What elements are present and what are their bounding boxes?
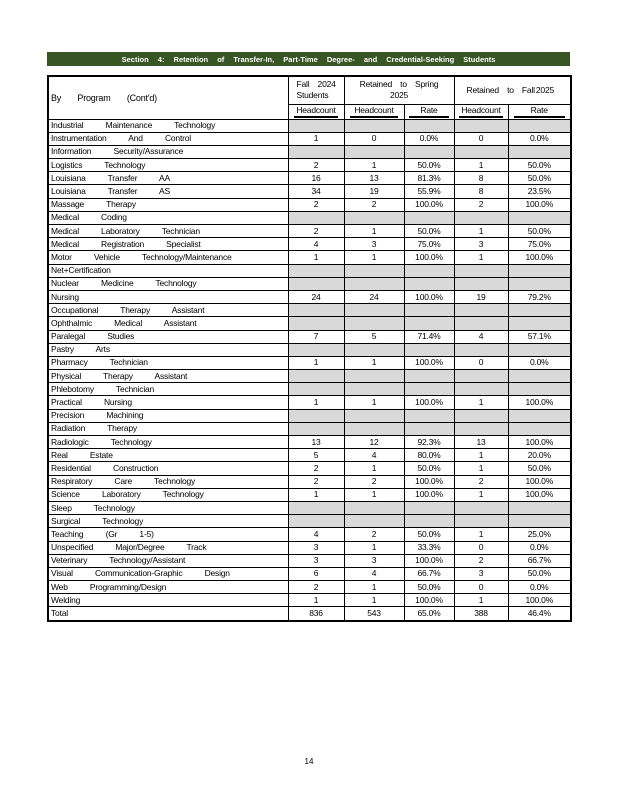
value-cell: 4 xyxy=(344,449,404,462)
program-name-cell: Nuclear Medicine Technology xyxy=(48,277,288,290)
table-total-row xyxy=(48,607,571,621)
value-cell: 100.0% xyxy=(404,198,454,211)
subheader-rate: Rate xyxy=(508,104,571,119)
program-name-cell: Ophthalmic Medical Assistant xyxy=(48,317,288,330)
program-name-cell: Physical Therapy Assistant xyxy=(48,370,288,383)
value-cell: 66.7% xyxy=(508,554,571,567)
value-cell xyxy=(344,145,404,158)
value-cell: 2 xyxy=(288,159,344,172)
value-cell xyxy=(288,277,344,290)
value-cell: 25.0% xyxy=(508,528,571,541)
value-cell: 24 xyxy=(288,290,344,303)
table-row xyxy=(48,159,571,172)
retention-table xyxy=(47,75,572,622)
table-row xyxy=(48,396,571,409)
col-group-label: Retained to Spring xyxy=(359,79,439,90)
value-cell: 34 xyxy=(288,185,344,198)
value-cell: 8 xyxy=(454,172,508,185)
value-cell: 1 xyxy=(344,462,404,475)
value-cell: 50.0% xyxy=(404,462,454,475)
table-row xyxy=(48,277,571,290)
program-name-cell: Respiratory Care Technology xyxy=(48,475,288,488)
program-name-cell: Radiation Therapy xyxy=(48,422,288,435)
value-cell: 16 xyxy=(288,172,344,185)
value-cell: 100.0% xyxy=(404,554,454,567)
value-cell xyxy=(454,264,508,277)
value-cell: 1 xyxy=(344,594,404,607)
table-row xyxy=(48,554,571,567)
value-cell xyxy=(344,211,404,224)
table-row xyxy=(48,225,571,238)
value-cell: 1 xyxy=(454,528,508,541)
value-cell xyxy=(344,317,404,330)
section-banner xyxy=(47,52,570,66)
col-group-label: Retained to Fall xyxy=(466,84,535,95)
value-cell xyxy=(404,501,454,514)
program-name-cell: Veterinary Technology/Assistant xyxy=(48,554,288,567)
value-cell xyxy=(508,370,571,383)
value-cell: 1 xyxy=(454,225,508,238)
value-cell: 3 xyxy=(344,554,404,567)
value-cell: 23.5% xyxy=(508,185,571,198)
program-name-cell: Paralegal Studies xyxy=(48,330,288,343)
program-name-cell: Medical Registration Specialist xyxy=(48,238,288,251)
value-cell: 1 xyxy=(288,251,344,264)
value-cell xyxy=(288,145,344,158)
value-cell: 100.0% xyxy=(508,396,571,409)
value-cell: 57.1% xyxy=(508,330,571,343)
program-name-cell: Pharmacy Technician xyxy=(48,356,288,369)
value-cell: 3 xyxy=(454,567,508,580)
value-cell: 7 xyxy=(288,330,344,343)
value-cell: 3 xyxy=(288,554,344,567)
value-cell: 100.0% xyxy=(404,594,454,607)
table-row xyxy=(48,304,571,317)
value-cell: 543 xyxy=(344,607,404,621)
value-cell: 50.0% xyxy=(508,159,571,172)
table-row xyxy=(48,462,571,475)
value-cell xyxy=(454,501,508,514)
table-row xyxy=(48,211,571,224)
program-name-cell: Radiologic Technology xyxy=(48,436,288,449)
value-cell: 0.0% xyxy=(508,541,571,554)
value-cell: 4 xyxy=(454,330,508,343)
value-cell: 0.0% xyxy=(508,356,571,369)
value-cell xyxy=(404,211,454,224)
value-cell: 24 xyxy=(344,290,404,303)
value-cell xyxy=(404,383,454,396)
program-name-cell: Instrumentation And Control xyxy=(48,132,288,145)
value-cell: 0 xyxy=(454,356,508,369)
value-cell xyxy=(288,409,344,422)
value-cell: 1 xyxy=(288,594,344,607)
value-cell: 3 xyxy=(344,238,404,251)
value-cell: 3 xyxy=(288,541,344,554)
table-row xyxy=(48,172,571,185)
value-cell: 2 xyxy=(344,475,404,488)
table-row xyxy=(48,501,571,514)
value-cell: 100.0% xyxy=(404,396,454,409)
col-group-retained-to-fall xyxy=(454,76,571,104)
value-cell xyxy=(288,422,344,435)
table-row xyxy=(48,567,571,580)
value-cell: 1 xyxy=(454,251,508,264)
value-cell: 100.0% xyxy=(404,290,454,303)
program-name-cell: Total xyxy=(48,607,288,621)
value-cell: 1 xyxy=(288,488,344,501)
value-cell xyxy=(288,119,344,132)
value-cell: 50.0% xyxy=(508,172,571,185)
table-row xyxy=(48,370,571,383)
table-row xyxy=(48,594,571,607)
table-row xyxy=(48,264,571,277)
table-row xyxy=(48,251,571,264)
value-cell xyxy=(288,264,344,277)
value-cell: 100.0% xyxy=(404,488,454,501)
value-cell: 2 xyxy=(288,581,344,594)
value-cell xyxy=(344,119,404,132)
value-cell: 0.0% xyxy=(508,132,571,145)
value-cell: 1 xyxy=(344,581,404,594)
value-cell xyxy=(288,383,344,396)
program-name-cell: Residential Construction xyxy=(48,462,288,475)
value-cell: 100.0% xyxy=(404,251,454,264)
program-name-cell: Welding xyxy=(48,594,288,607)
col-group-label: Students xyxy=(296,90,329,101)
value-cell: 2 xyxy=(288,198,344,211)
program-name-cell: Phlebotomy Technician xyxy=(48,383,288,396)
value-cell: 3 xyxy=(454,238,508,251)
value-cell: 5 xyxy=(344,330,404,343)
value-cell xyxy=(404,277,454,290)
value-cell: 1 xyxy=(344,251,404,264)
table-row xyxy=(48,436,571,449)
value-cell xyxy=(404,515,454,528)
value-cell xyxy=(454,370,508,383)
value-cell xyxy=(508,422,571,435)
value-cell xyxy=(508,264,571,277)
value-cell: 1 xyxy=(344,541,404,554)
value-cell xyxy=(344,277,404,290)
value-cell: 1 xyxy=(454,462,508,475)
program-name-cell: Web Programming/Design xyxy=(48,581,288,594)
value-cell xyxy=(404,304,454,317)
value-cell xyxy=(454,422,508,435)
value-cell: 1 xyxy=(454,594,508,607)
value-cell: 0 xyxy=(454,541,508,554)
value-cell: 100.0% xyxy=(508,488,571,501)
value-cell xyxy=(508,119,571,132)
value-cell: 13 xyxy=(288,436,344,449)
table-row xyxy=(48,185,571,198)
value-cell xyxy=(344,383,404,396)
table-row xyxy=(48,409,571,422)
value-cell: 19 xyxy=(454,290,508,303)
value-cell xyxy=(454,277,508,290)
value-cell xyxy=(454,211,508,224)
value-cell: 81.3% xyxy=(404,172,454,185)
table-row xyxy=(48,449,571,462)
subheader-headcount: Headcount xyxy=(344,104,404,119)
table-row xyxy=(48,383,571,396)
value-cell xyxy=(508,515,571,528)
program-name-cell: Motor Vehicle Technology/Maintenance xyxy=(48,251,288,264)
value-cell: 1 xyxy=(454,449,508,462)
subheader-headcount: Headcount xyxy=(288,104,344,119)
value-cell xyxy=(344,343,404,356)
table-row xyxy=(48,515,571,528)
table-row xyxy=(48,356,571,369)
subheader-rate: Rate xyxy=(404,104,454,119)
value-cell: 12 xyxy=(344,436,404,449)
value-cell: 71.4% xyxy=(404,330,454,343)
value-cell: 2 xyxy=(344,198,404,211)
value-cell xyxy=(288,515,344,528)
value-cell xyxy=(454,317,508,330)
program-name-cell: Occupational Therapy Assistant xyxy=(48,304,288,317)
value-cell: 1 xyxy=(454,488,508,501)
program-name-cell: Nursing xyxy=(48,290,288,303)
value-cell xyxy=(344,515,404,528)
value-cell: 1 xyxy=(288,356,344,369)
value-cell xyxy=(288,211,344,224)
value-cell: 20.0% xyxy=(508,449,571,462)
value-cell: 4 xyxy=(288,238,344,251)
value-cell: 1 xyxy=(454,159,508,172)
value-cell xyxy=(508,304,571,317)
value-cell: 66.7% xyxy=(404,567,454,580)
program-name-cell: Net+Certification xyxy=(48,264,288,277)
value-cell xyxy=(454,304,508,317)
table-row xyxy=(48,119,571,132)
col-group-retained-to-spring xyxy=(344,76,454,104)
program-name-cell: Medical Laboratory Technician xyxy=(48,225,288,238)
value-cell xyxy=(288,370,344,383)
table-row xyxy=(48,475,571,488)
program-name-cell: Teaching (Gr 1-5) xyxy=(48,528,288,541)
value-cell: 50.0% xyxy=(404,581,454,594)
value-cell: 50.0% xyxy=(404,225,454,238)
table-row xyxy=(48,317,571,330)
table-row xyxy=(48,422,571,435)
program-name-cell: Science Laboratory Technology xyxy=(48,488,288,501)
value-cell: 2 xyxy=(454,554,508,567)
table-row xyxy=(48,238,571,251)
value-cell: 388 xyxy=(454,607,508,621)
value-cell xyxy=(404,343,454,356)
program-name-cell: Louisiana Transfer AS xyxy=(48,185,288,198)
program-name-cell: Real Estate xyxy=(48,449,288,462)
program-name-cell: Sleep Technology xyxy=(48,501,288,514)
value-cell xyxy=(508,501,571,514)
value-cell: 4 xyxy=(344,567,404,580)
value-cell: 50.0% xyxy=(404,159,454,172)
value-cell: 2 xyxy=(454,475,508,488)
value-cell: 50.0% xyxy=(404,528,454,541)
value-cell: 100.0% xyxy=(404,356,454,369)
table-row xyxy=(48,330,571,343)
section-banner-title: Section 4: Retention of Transfer-In, Part-Time Degree- and Credential-Seeking Students xyxy=(121,54,496,64)
by-program-header: By Program (Cont'd) xyxy=(48,76,288,119)
program-name-cell: Pastry Arts xyxy=(48,343,288,356)
value-cell xyxy=(404,422,454,435)
value-cell xyxy=(454,145,508,158)
value-cell xyxy=(404,264,454,277)
value-cell: 1 xyxy=(344,225,404,238)
value-cell xyxy=(508,277,571,290)
value-cell: 100.0% xyxy=(508,436,571,449)
value-cell: 13 xyxy=(454,436,508,449)
value-cell xyxy=(454,343,508,356)
value-cell xyxy=(508,409,571,422)
value-cell xyxy=(344,264,404,277)
value-cell: 65.0% xyxy=(404,607,454,621)
value-cell xyxy=(454,409,508,422)
value-cell: 1 xyxy=(344,159,404,172)
value-cell xyxy=(508,317,571,330)
value-cell: 2 xyxy=(288,462,344,475)
value-cell xyxy=(288,343,344,356)
value-cell xyxy=(404,145,454,158)
value-cell: 33.3% xyxy=(404,541,454,554)
col-group-fall-2024-students xyxy=(288,76,344,104)
value-cell xyxy=(454,515,508,528)
table-row xyxy=(48,528,571,541)
program-name-cell: Visual Communication-Graphic Design xyxy=(48,567,288,580)
value-cell xyxy=(404,370,454,383)
value-cell: 0.0% xyxy=(404,132,454,145)
value-cell xyxy=(344,409,404,422)
value-cell: 13 xyxy=(344,172,404,185)
table-row xyxy=(48,541,571,554)
value-cell: 1 xyxy=(344,488,404,501)
value-cell: 80.0% xyxy=(404,449,454,462)
value-cell: 55.9% xyxy=(404,185,454,198)
value-cell: 46.4% xyxy=(508,607,571,621)
value-cell xyxy=(508,211,571,224)
value-cell: 2 xyxy=(344,528,404,541)
col-group-label: 2025 xyxy=(389,90,409,101)
value-cell: 4 xyxy=(288,528,344,541)
value-cell xyxy=(404,119,454,132)
value-cell: 5 xyxy=(288,449,344,462)
subheader-headcount: Headcount xyxy=(454,104,508,119)
value-cell xyxy=(344,422,404,435)
value-cell xyxy=(454,383,508,396)
value-cell: 79.2% xyxy=(508,290,571,303)
value-cell: 100.0% xyxy=(404,475,454,488)
value-cell xyxy=(344,501,404,514)
value-cell: 1 xyxy=(288,396,344,409)
value-cell xyxy=(508,383,571,396)
value-cell: 100.0% xyxy=(508,198,571,211)
value-cell: 836 xyxy=(288,607,344,621)
table-row xyxy=(48,290,571,303)
value-cell: 1 xyxy=(288,132,344,145)
program-name-cell: Unspecified Major/Degree Track xyxy=(48,541,288,554)
program-name-cell: Information Security/Assurance xyxy=(48,145,288,158)
value-cell: 2 xyxy=(454,198,508,211)
program-name-cell: Surgical Technology xyxy=(48,515,288,528)
col-group-label: 2025 xyxy=(535,84,555,95)
program-name-cell: Precision Machining xyxy=(48,409,288,422)
value-cell xyxy=(288,317,344,330)
value-cell: 19 xyxy=(344,185,404,198)
value-cell: 8 xyxy=(454,185,508,198)
table-row xyxy=(48,581,571,594)
value-cell xyxy=(344,370,404,383)
value-cell: 100.0% xyxy=(508,251,571,264)
table-header xyxy=(48,76,571,119)
value-cell: 50.0% xyxy=(508,567,571,580)
program-name-cell: Practical Nursing xyxy=(48,396,288,409)
value-cell: 75.0% xyxy=(404,238,454,251)
program-name-cell: Logistics Technology xyxy=(48,159,288,172)
value-cell: 6 xyxy=(288,567,344,580)
value-cell: 100.0% xyxy=(508,475,571,488)
value-cell: 2 xyxy=(288,475,344,488)
page-number: 14 xyxy=(304,757,314,766)
table-row xyxy=(48,198,571,211)
program-name-cell: Industrial Maintenance Technology xyxy=(48,119,288,132)
value-cell xyxy=(288,304,344,317)
table-row xyxy=(48,343,571,356)
value-cell: 92.3% xyxy=(404,436,454,449)
program-name-cell: Massage Therapy xyxy=(48,198,288,211)
value-cell: 2 xyxy=(288,225,344,238)
value-cell: 1 xyxy=(344,356,404,369)
table-row xyxy=(48,132,571,145)
value-cell xyxy=(404,317,454,330)
program-name-cell: Medical Coding xyxy=(48,211,288,224)
value-cell: 50.0% xyxy=(508,225,571,238)
value-cell: 0 xyxy=(454,581,508,594)
value-cell: 0.0% xyxy=(508,581,571,594)
value-cell: 0 xyxy=(454,132,508,145)
value-cell xyxy=(344,304,404,317)
value-cell xyxy=(508,145,571,158)
col-group-label: Fall 2024 xyxy=(296,79,336,90)
value-cell: 100.0% xyxy=(508,594,571,607)
value-cell: 1 xyxy=(344,396,404,409)
value-cell xyxy=(508,343,571,356)
value-cell xyxy=(404,409,454,422)
value-cell: 0 xyxy=(344,132,404,145)
value-cell: 1 xyxy=(454,396,508,409)
value-cell: 50.0% xyxy=(508,462,571,475)
value-cell xyxy=(288,501,344,514)
value-cell: 75.0% xyxy=(508,238,571,251)
table-row xyxy=(48,488,571,501)
program-name-cell: Louisiana Transfer AA xyxy=(48,172,288,185)
table-row xyxy=(48,145,571,158)
table-body xyxy=(48,119,571,621)
table-header-group-row xyxy=(48,76,571,104)
value-cell xyxy=(454,119,508,132)
